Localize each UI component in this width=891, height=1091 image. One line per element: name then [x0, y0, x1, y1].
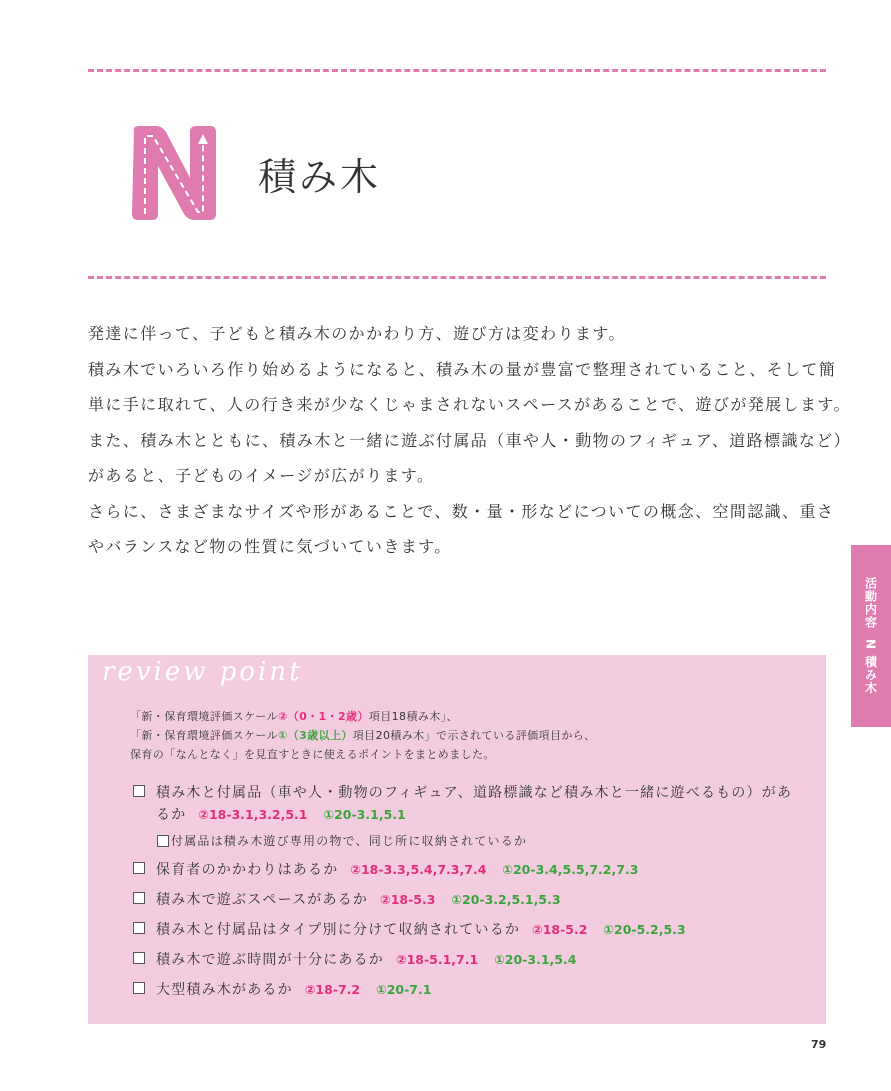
side-index-tab: [851, 545, 891, 727]
ref-infant-scale: ②18-5.1,7.1: [396, 952, 479, 967]
intro-line: [130, 726, 810, 745]
checkbox[interactable]: [133, 982, 145, 994]
review-intro: [130, 707, 810, 764]
checklist-item-text: [156, 949, 576, 971]
intro-text: 項目20積み木」で示されている評価項目から、: [352, 729, 596, 742]
scale-label-infant: ②（0・1・2歳）: [277, 710, 369, 723]
body-text: [88, 316, 852, 565]
body-paragraph: やバランスなど物の性質に気づいていきます。: [88, 537, 452, 556]
ref-preschool-scale: ①20-7.1: [376, 982, 432, 997]
intro-line: [130, 707, 810, 726]
checklist-item-text: [156, 919, 686, 941]
side-tab-section: N 積み木: [863, 639, 878, 695]
review-point-box: [88, 655, 826, 1024]
body-paragraph: があると、子どものイメージが広がります。: [88, 466, 435, 485]
top-dashed-divider: [88, 69, 826, 72]
checkbox[interactable]: [133, 952, 145, 964]
checklist-item-text: [156, 782, 792, 826]
item-text-line: [156, 804, 792, 826]
body-paragraph: 積み木でいろいろ作り始めるようになると、積み木の量が豊富で整理されていること、そして簡: [88, 359, 837, 379]
checklist-item-text: [156, 979, 431, 1001]
sub-checkbox[interactable]: [157, 835, 169, 847]
ref-preschool-scale: ①20-5.2,5.3: [603, 922, 686, 937]
item-text: 大型積み木があるか: [156, 982, 293, 998]
checkbox[interactable]: [133, 862, 145, 874]
checkbox[interactable]: [133, 785, 145, 797]
body-paragraph: さらに、さまざまなサイズや形があることで、数・量・形などについての概念、空間認識、重さ: [88, 501, 835, 521]
item-text: 積み木と付属品はタイプ別に分けて収納されているか: [156, 922, 521, 938]
scale-label-preschool: ①（3歳以上）: [277, 729, 353, 742]
intro-text: 「新・保育環境評価スケール: [130, 710, 278, 723]
item-text-line: 積み木と付属品（車や人・動物のフィギュア、道路標識など積み木と一緒に遊べるもの）があ: [156, 785, 793, 801]
item-text: 積み木で遊ぶ時間が十分にあるか: [156, 952, 384, 968]
ref-infant-scale: ②18-3.1,3.2,5.1: [198, 807, 308, 822]
ref-preschool-scale: ①20-3.1,5.4: [494, 952, 577, 967]
section-letter-n-icon: [126, 122, 222, 224]
page-title: 積み木: [258, 155, 382, 199]
subitem-text: 付属品は積み木遊び専用の物で、同じ所に収納されているか: [171, 834, 528, 848]
ref-preschool-scale: ①20-3.1,5.1: [323, 807, 406, 822]
intro-text: 「新・保育環境評価スケール: [130, 729, 278, 742]
body-paragraph: 発達に伴って、子どもと積み木のかかわり方、遊び方は変わります。: [88, 324, 626, 343]
review-heading: review point: [102, 657, 303, 687]
ref-preschool-scale: ①20-3.2,5.1,5.3: [451, 892, 561, 907]
checkbox[interactable]: [133, 892, 145, 904]
ref-infant-scale: ②18-5.2: [532, 922, 588, 937]
intro-line: 保育の「なんとなく」を見直すときに使えるポイントをまとめました。: [130, 748, 495, 761]
ref-infant-scale: ②18-7.2: [304, 982, 361, 997]
ref-infant-scale: ②18-5.3: [380, 892, 436, 907]
item-text: 積み木で遊ぶスペースがあるか: [156, 892, 369, 908]
item-text-continuation: るか: [156, 807, 187, 823]
checklist-subitem: [157, 832, 527, 849]
page-number: 79: [811, 1038, 827, 1051]
ref-infant-scale: ②18-3.3,5.4,7.3,7.4: [350, 862, 487, 877]
body-paragraph: 単に手に取れて、人の行き来が少なくじゃまされないスペースがあることで、遊びが発展します。: [88, 395, 851, 414]
body-paragraph: また、積み木とともに、積み木と一緒に遊ぶ付属品（車や人・動物のフィギュア、道路標識など）: [88, 430, 852, 450]
item-text: 保育者のかかわりはあるか: [156, 862, 339, 878]
checklist-item-text: [156, 859, 638, 881]
intro-text: 項目18積み木」、: [368, 710, 458, 723]
side-tab-category: 活動内容: [863, 577, 878, 630]
checklist-item-text: [156, 889, 561, 911]
bottom-dashed-divider: [88, 276, 826, 279]
checkbox[interactable]: [133, 922, 145, 934]
ref-preschool-scale: ①20-3.4,5.5,7.2,7.3: [502, 862, 639, 877]
